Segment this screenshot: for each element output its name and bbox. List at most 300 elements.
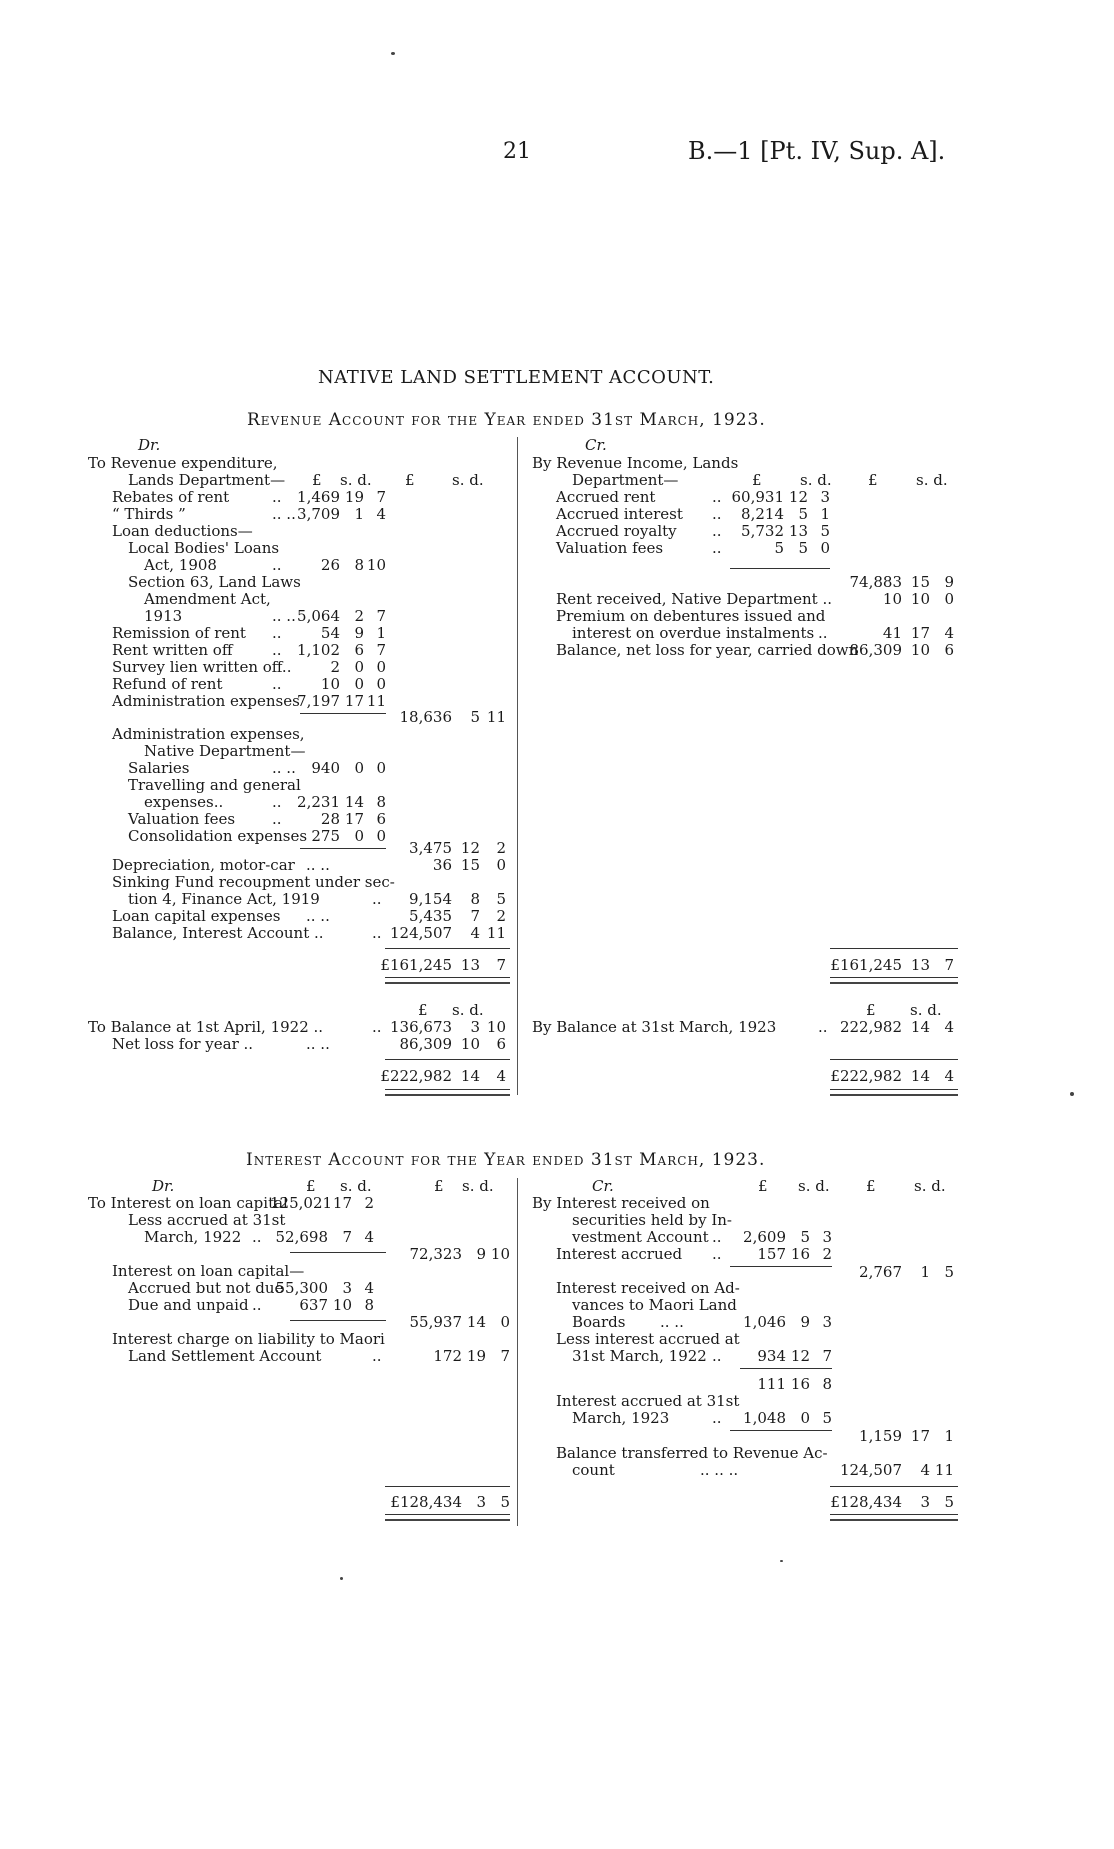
amount-s: 14 [344,793,364,811]
amount-d: 11 [934,1461,954,1479]
amount-d: 1 [376,624,386,642]
amount-pounds: 5,732 [741,522,784,540]
amount-pounds: 52,698 [275,1228,328,1246]
header-sd: s. d. [798,1177,830,1195]
rule [290,1252,386,1253]
amount-pounds: 2,231 [297,793,340,811]
amount-s: 16 [790,1375,810,1393]
loan-capital-label: Loan capital expenses [112,907,281,925]
balance-april-label: To Balance at 1st April, 1922 .. [88,1018,324,1036]
amount-pounds: 86,309 [399,1035,452,1053]
revenue-expenditure-heading: To Revenue expenditure, [88,454,278,472]
rule [385,1486,510,1487]
income-label: Accrued rent [556,488,656,506]
amount-pounds: 2 [330,658,340,676]
date-label: March, 1922 [144,1228,242,1246]
speck [780,1560,783,1562]
amount-d: 1 [944,1427,954,1445]
rule [730,1266,832,1267]
expense-label: Section 63, Land Laws [128,573,301,591]
interest-accrued-label: Interest accrued [556,1245,683,1263]
expense-label: Refund of rent [112,675,223,693]
leader-dots: .. [272,624,282,642]
header-sd-total: s. d. [914,1177,946,1195]
amount-s: 0 [354,759,364,777]
amount-d: 3 [820,488,830,506]
rule [830,1486,958,1487]
amount-s: 5 [800,1228,810,1246]
amount-d: 6 [496,1035,506,1053]
income-label: Valuation fees [556,539,664,557]
amount-d: 4 [364,1279,374,1297]
header-pound: £ [752,471,762,489]
label: 31st March, 1922 [572,1347,707,1365]
revenue-right-total-d: 7 [944,956,954,974]
subtotal-s: 12 [460,839,480,857]
amount-s: 5 [798,505,808,523]
revenue-left-total-s: 13 [460,956,480,974]
interest-right-total-d: 5 [944,1493,954,1511]
amount-s: 10 [910,641,930,659]
double-rule [385,1089,510,1096]
speck [340,1577,343,1580]
amount-d: 10 [366,556,386,574]
amount-pounds: 86,309 [849,641,902,659]
subtotal-pounds: 3,475 [409,839,452,857]
amount-pounds: 26 [320,556,340,574]
amount-s: 4 [920,1461,930,1479]
amount-pounds: 934 [757,1347,786,1365]
amount-s: 0 [800,1409,810,1427]
header-pound: £ [312,471,322,489]
income-label: Accrued interest [556,505,683,523]
amount-d: 1 [820,505,830,523]
amount-pounds: 55,937 [409,1313,462,1331]
amount-d: 0 [500,1313,510,1331]
expense-label: Valuation fees [128,810,236,828]
amount-pounds: 275 [311,827,340,845]
interest-column-divider [517,1178,518,1526]
amount-d: 3 [822,1228,832,1246]
amount-d: 0 [376,675,386,693]
interest-left-total-pounds: £128,434 [390,1493,462,1511]
amount-d: 5 [944,1263,954,1281]
double-rule [385,1514,510,1521]
rule [830,948,958,949]
amount-pounds: 28 [320,810,340,828]
interest-right-total-pounds: £128,434 [830,1493,902,1511]
amount-s: 16 [790,1245,810,1263]
amount-s: 17 [910,1427,930,1445]
interest-account-subtitle: Interest Account for the Year ended 31st March, 1923. [246,1150,766,1170]
amount-s: 2 [354,607,364,625]
amount-pounds: 136,673 [390,1018,453,1036]
interest-right-total-s: 3 [920,1493,930,1511]
amount-pounds: 5,435 [409,907,452,925]
amount-pounds: 3,709 [297,505,340,523]
amount-d: 8 [376,793,386,811]
amount-d: 5 [496,890,506,908]
amount-s: 19 [344,488,364,506]
leader-dots: .. [272,556,282,574]
amount-pounds: 10 [320,675,340,693]
amount-s: 14 [910,1018,930,1036]
header-pound: £ [306,1177,316,1195]
amount-d: 0 [496,856,506,874]
amount-s: 9 [476,1245,486,1263]
rule [385,1059,510,1060]
revenue-left-total-pounds: £161,245 [380,956,452,974]
expense-label: Survey lien written off.. [112,658,292,676]
revenue-account-subtitle: Revenue Account for the Year ended 31st March, 1923. [247,410,766,430]
amount-d: 7 [500,1347,510,1365]
balance-interest-label: Balance, Interest Account .. [112,924,324,942]
amount-d: 10 [486,1018,506,1036]
speck [391,52,395,55]
expense-label: Rebates of rent [112,488,230,506]
amount-pounds: 9,154 [409,890,452,908]
leader-dots: .. [712,505,722,523]
amount-d: 0 [944,590,954,608]
amount-s: 17 [332,1194,352,1212]
amount-d: 2 [496,907,506,925]
leader-dots: .. [712,1409,722,1427]
amount-s: 1 [354,505,364,523]
balance-right-total-pounds: £222,982 [830,1067,902,1085]
expense-label: expenses.. [144,793,224,811]
amount-d: 11 [366,692,386,710]
amount-d: 4 [376,505,386,523]
amount-pounds: 36 [432,856,452,874]
amount-d: 11 [486,924,506,942]
sinking-fund-label: Sinking Fund recoupment under sec- [112,873,395,891]
cr-label: Cr. [585,436,607,454]
amount-pounds: 111 [757,1375,786,1393]
balance-left-total-pounds: £222,982 [380,1067,452,1085]
interest-charge-label: Interest charge on liability to Maori [112,1330,385,1348]
amount-d: 4 [364,1228,374,1246]
revenue-right-total-pounds: £161,245 [830,956,902,974]
amount-pounds: 10 [882,590,902,608]
header-pound: £ [418,1001,428,1019]
document-reference: B.—1 [Pt. IV, Sup. A]. [688,137,946,165]
double-rule [385,977,510,984]
amount-pounds: 8,214 [741,505,784,523]
leader-dots: .. [372,1018,382,1036]
amount-d: 6 [376,810,386,828]
amount-pounds: 5,064 [297,607,340,625]
leader-dots: .. .. .. [700,1461,739,1479]
leader-dots: .. .. [660,1313,684,1331]
dr-label: Dr. [152,1177,175,1195]
amount-pounds: 7,197 [297,692,340,710]
amount-pounds: 5 [774,539,784,557]
label: count [572,1461,615,1479]
leader-dots: .. [372,1347,382,1365]
leader-dots: .. [712,522,722,540]
amount-d: 7 [376,641,386,659]
leader-dots: .. [712,1347,722,1365]
amount-s: 7 [470,907,480,925]
header-pound: £ [866,1001,876,1019]
rule [290,1320,386,1321]
header-pound-total: £ [405,471,415,489]
subtotal-d: 2 [496,839,506,857]
leader-dots: .. [272,675,282,693]
subtotal-d: 11 [486,708,506,726]
amount-s: 17 [910,624,930,642]
interest-received-label: By Interest received on [532,1194,710,1212]
header-sd: s. d. [452,1001,484,1019]
leader-dots: .. .. [272,607,296,625]
amount-pounds: 172 [433,1347,462,1365]
amount-s: 7 [342,1228,352,1246]
balance-left-total-s: 14 [460,1067,480,1085]
amount-d: 4 [944,1018,954,1036]
net-loss-label: Balance, net loss for year, carried down [556,641,859,659]
amount-d: 0 [376,658,386,676]
amount-pounds: 222,982 [839,1018,902,1036]
amount-pounds: 1,102 [297,641,340,659]
amount-d: 8 [364,1296,374,1314]
amount-pounds: 2,609 [743,1228,786,1246]
depreciation-label: Depreciation, motor-car [112,856,295,874]
leader-dots: .. [712,1228,722,1246]
expense-label: Loan deductions— [112,522,253,540]
expense-label: Administration expenses [112,692,300,710]
expense-label: Salaries [128,759,190,777]
interest-left-total-d: 5 [500,1493,510,1511]
leader-dots: .. .. [272,759,296,777]
leader-dots: .. [712,488,722,506]
expense-label: Remission of rent [112,624,246,642]
accrued-label: Accrued but not due [128,1279,284,1297]
label: Boards [572,1313,626,1331]
interest-loan-capital-label: Interest on loan capital— [112,1262,305,1280]
header-pound-total: £ [866,1177,876,1195]
amount-pounds: 940 [311,759,340,777]
amount-s: 0 [354,658,364,676]
leader-dots: .. [272,793,282,811]
amount-d: 0 [820,539,830,557]
label: vestment Account [572,1228,709,1246]
amount-d: 8 [822,1375,832,1393]
rule [740,1368,832,1369]
amount-pounds: 1,159 [859,1427,902,1445]
leader-dots: .. [272,641,282,659]
revenue-income-heading: By Revenue Income, Lands [532,454,739,472]
amount-s: 14 [466,1313,486,1331]
double-rule [830,1089,958,1096]
expense-label: Rent written off [112,641,233,659]
double-rule [830,1514,958,1521]
balance-right-total-d: 4 [944,1067,954,1085]
rule [730,1430,832,1431]
income-label: Accrued royalty [556,522,677,540]
premium-label-cont: interest on overdue instalments [572,624,815,642]
header-pound-total: £ [434,1177,444,1195]
header-sd-total: s. d. [462,1177,494,1195]
balance-march-label: By Balance at 31st March, 1923 [532,1018,777,1036]
revenue-column-divider [517,437,518,1095]
amount-s: 10 [910,590,930,608]
leader-dots: .. [818,624,828,642]
leader-dots: .. [372,924,382,942]
amount-s: 15 [460,856,480,874]
amount-pounds: 124,507 [839,1461,902,1479]
department-heading: Department— [572,471,679,489]
amount-s: 0 [354,827,364,845]
leader-dots: .. [272,488,282,506]
amount-s: 8 [354,556,364,574]
balance-left-total-d: 4 [496,1067,506,1085]
net-loss-label: Net loss for year .. [112,1035,254,1053]
revenue-left-total-d: 7 [496,956,506,974]
expense-label: “ Thirds ” [112,505,186,523]
amount-pounds: 72,323 [409,1245,462,1263]
leader-dots: .. [272,810,282,828]
amount-s: 3 [470,1018,480,1036]
rule [830,1059,958,1060]
amount-d: 3 [822,1313,832,1331]
sinking-fund-label-cont: tion 4, Finance Act, 1919 [128,890,320,908]
amount-pounds: 54 [320,624,340,642]
land-settlement-label: Land Settlement Account [128,1347,322,1365]
amount-s: 1 [920,1263,930,1281]
rule [730,568,830,569]
amount-s: 3 [342,1279,352,1297]
leader-dots: .. .. [272,505,296,523]
less-accrued-label: Less accrued at 31st [128,1211,286,1229]
balance-transferred-label: Balance transferred to Revenue Ac- [556,1444,828,1462]
amount-pounds: 60,931 [731,488,784,506]
dr-label: Dr. [138,436,161,454]
speck [1070,1092,1074,1096]
expense-label: Local Bodies' Loans [128,539,280,557]
amount-pounds: 55,300 [275,1279,328,1297]
revenue-right-total-s: 13 [910,956,930,974]
lands-department-heading: Lands Department— [128,471,286,489]
amount-d: 6 [944,641,954,659]
rule [300,713,386,714]
leader-dots: .. [252,1296,262,1314]
amount-s: 10 [460,1035,480,1053]
amount-s: 17 [344,692,364,710]
less-interest-label: Less interest accrued at [556,1330,740,1348]
subtotal-d: 9 [944,573,954,591]
amount-pounds: 41 [882,624,902,642]
leader-dots: .. [712,1245,722,1263]
amount-pounds: 1,469 [297,488,340,506]
amount-s: 5 [798,539,808,557]
leader-dots: .. [712,539,722,557]
header-sd: s. d. [800,471,832,489]
native-department-heading: Native Department— [144,742,306,760]
amount-pounds: 125,021 [270,1194,333,1212]
amount-pounds: 637 [299,1296,328,1314]
rent-received-label: Rent received, Native Department .. [556,590,832,608]
subtotal-pounds: 18,636 [399,708,452,726]
label: March, 1923 [572,1409,670,1427]
leader-dots: .. [818,1018,828,1036]
amount-d: 5 [822,1409,832,1427]
header-pound-total: £ [868,471,878,489]
leader-dots: .. .. [306,907,330,925]
leader-dots: .. [252,1228,262,1246]
amount-pounds: 1,046 [743,1313,786,1331]
admin-native-heading: Administration expenses, [112,725,305,743]
balance-right-total-s: 14 [910,1067,930,1085]
header-sd-total: s. d. [916,471,948,489]
amount-s: 8 [470,890,480,908]
amount-s: 17 [344,810,364,828]
interest-advances-label: Interest received on Ad- [556,1279,740,1297]
amount-pounds: 157 [757,1245,786,1263]
header-sd: s. d. [340,1177,372,1195]
amount-d: 7 [376,488,386,506]
expense-label: Amendment Act, [144,590,271,608]
rule [385,948,510,949]
leader-dots: .. .. [306,1035,330,1053]
expense-label: Consolidation expenses [128,827,308,845]
amount-d: 0 [376,759,386,777]
amount-pounds: 2,767 [859,1263,902,1281]
expense-label: Act, 1908 [144,556,217,574]
amount-d: 7 [822,1347,832,1365]
leader-dots: .. [372,890,382,908]
header-sd: s. d. [340,471,372,489]
premium-label: Premium on debentures issued and [556,607,826,625]
expense-label: 1913 [144,607,183,625]
page-number: 21 [503,139,531,164]
interest-left-total-s: 3 [476,1493,486,1511]
amount-s: 0 [354,675,364,693]
amount-d: 7 [376,607,386,625]
expense-label: Travelling and general [128,776,301,794]
header-sd-total: s. d. [452,471,484,489]
amount-d: 2 [822,1245,832,1263]
header-pound: £ [758,1177,768,1195]
amount-s: 13 [788,522,808,540]
amount-d: 10 [490,1245,510,1263]
amount-s: 9 [354,624,364,642]
amount-d: 2 [364,1194,374,1212]
amount-d: 0 [376,827,386,845]
leader-dots: .. .. [306,856,330,874]
rule [300,848,386,849]
subtotal-s: 5 [470,708,480,726]
label: vances to Maori Land [572,1296,737,1314]
amount-pounds: 1,048 [743,1409,786,1427]
amount-s: 10 [332,1296,352,1314]
label: securities held by In- [572,1211,732,1229]
header-sd: s. d. [910,1001,942,1019]
amount-s: 4 [470,924,480,942]
amount-s: 19 [466,1347,486,1365]
interest-accrued-label: Interest accrued at 31st [556,1392,740,1410]
page-title: NATIVE LAND SETTLEMENT ACCOUNT. [318,367,715,388]
subtotal-pounds: 74,883 [849,573,902,591]
amount-d: 4 [944,624,954,642]
due-unpaid-label: Due and unpaid [128,1296,249,1314]
amount-s: 9 [800,1313,810,1331]
subtotal-s: 15 [910,573,930,591]
amount-pounds: 124,507 [390,924,453,942]
double-rule [830,977,958,984]
amount-d: 5 [820,522,830,540]
cr-label: Cr. [592,1177,614,1195]
amount-s: 12 [790,1347,810,1365]
